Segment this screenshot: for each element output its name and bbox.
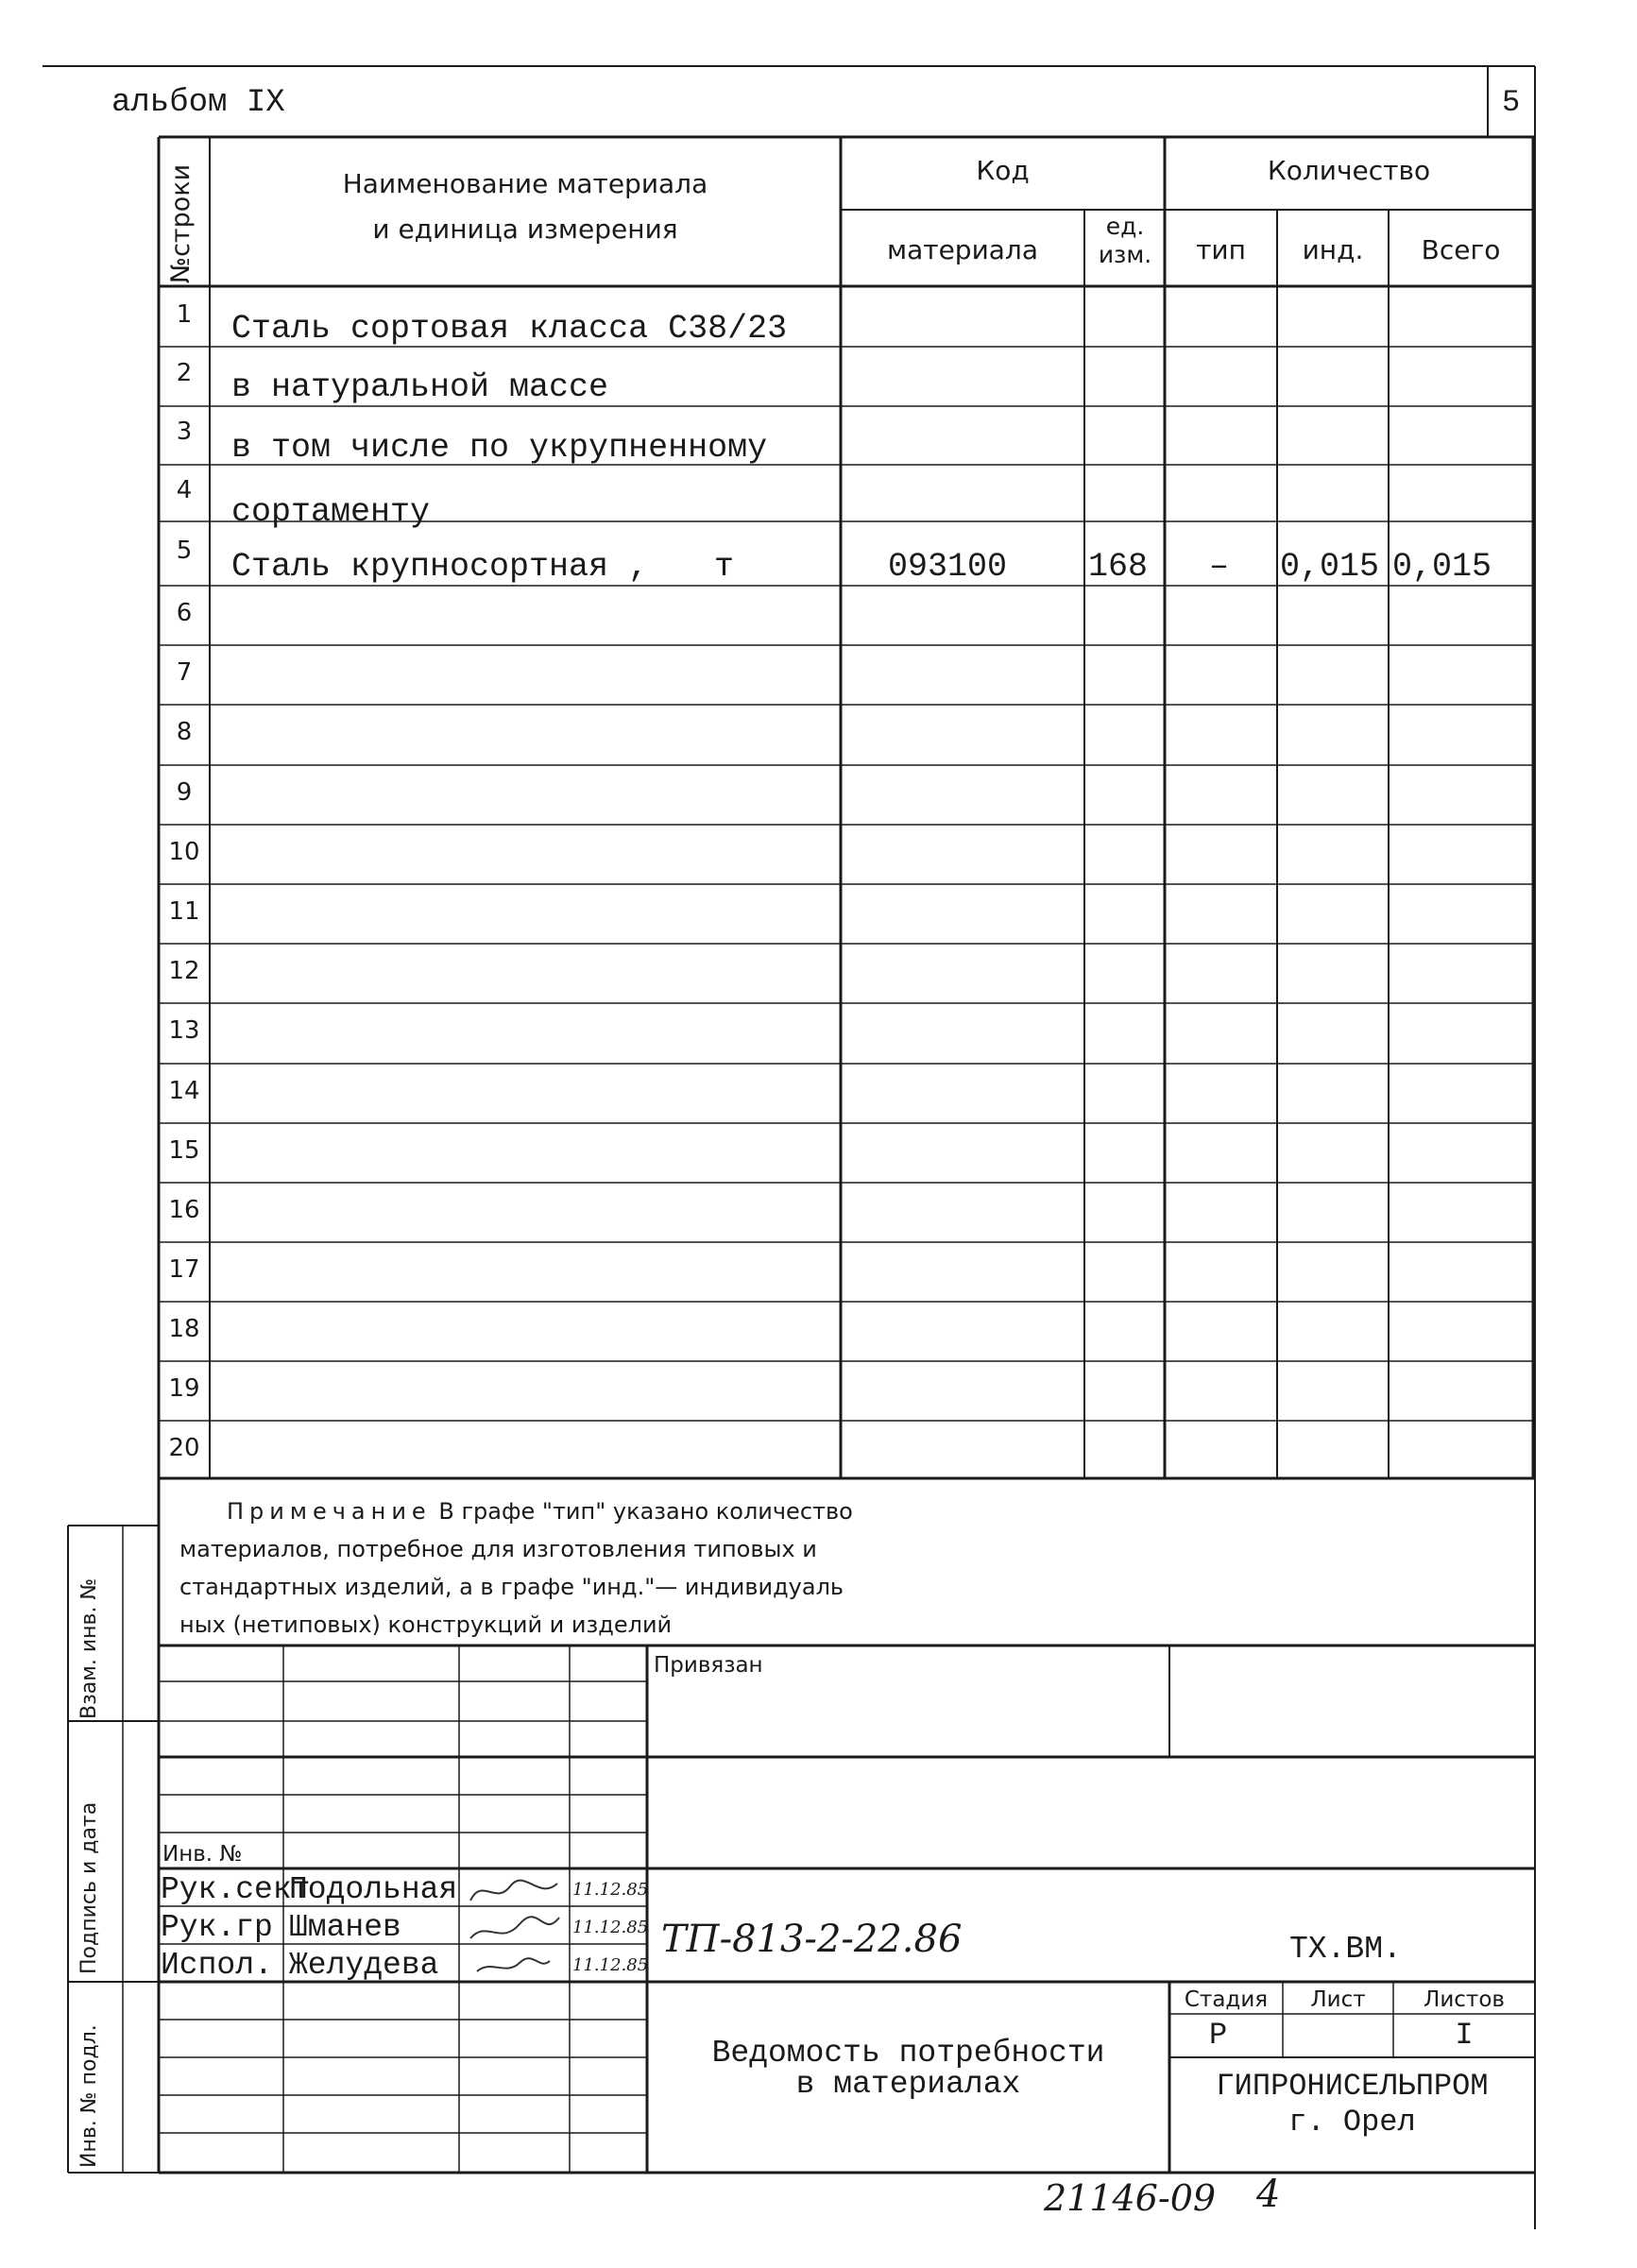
- row-number: 17: [168, 1255, 200, 1284]
- signature-date: 11.12.85: [572, 1918, 649, 1937]
- signature-name: Шманев: [289, 1910, 401, 1945]
- signature-role: Испол.: [161, 1948, 273, 1983]
- row-number: 8: [176, 718, 193, 746]
- replace-inv-label: Взам. инв. №: [77, 1577, 101, 1719]
- row-number: 19: [168, 1374, 200, 1403]
- material-name: Сталь крупносортная ,: [231, 548, 649, 586]
- bound-label: Привязан: [654, 1653, 763, 1678]
- sheet-label: Лист: [1310, 1987, 1366, 2012]
- code-group-header: Код: [976, 155, 1030, 186]
- signature-role: Рук.сект: [161, 1872, 311, 1907]
- row-number: 10: [168, 838, 200, 866]
- row-number: 18: [168, 1315, 200, 1343]
- signature-role: Рук.гр: [161, 1910, 273, 1945]
- row-number: 4: [176, 476, 193, 504]
- ind-header: инд.: [1302, 234, 1364, 265]
- row-number: 7: [176, 658, 193, 687]
- row-number: 5: [176, 537, 193, 565]
- archive-number: 21146-09: [1044, 2177, 1217, 2219]
- stage-label: Стадия: [1184, 1987, 1269, 2012]
- material-code-header: материала: [886, 234, 1038, 265]
- note-line4: ных (нетиповых) конструкций и изделий: [179, 1611, 673, 1638]
- row-number: 1: [176, 300, 193, 329]
- album-label: альбом IX: [111, 85, 285, 121]
- signature-date: 11.12.85: [572, 1880, 649, 1900]
- type-header: тип: [1196, 234, 1246, 265]
- note-line2: материалов, потребное для изготовления типовых и: [179, 1536, 817, 1562]
- sign-date-label: Подпись и дата: [77, 1801, 101, 1974]
- footer-sheet-number: 4: [1256, 2173, 1281, 2216]
- quantity-group-header: Количество: [1267, 155, 1431, 186]
- unit-code-cell: 168: [1088, 548, 1149, 586]
- stage-value: Р: [1209, 2018, 1228, 2053]
- material-name: в том числе по укрупненному: [231, 429, 768, 467]
- ind-cell: 0,015: [1280, 548, 1380, 586]
- inv-label: Инв. №: [162, 1842, 243, 1867]
- sheets-value: I: [1455, 2018, 1474, 2053]
- note-text: В графе "тип" указано количество: [438, 1498, 853, 1525]
- row-number: 3: [176, 418, 193, 446]
- organization-city: г. Орел: [1288, 2105, 1416, 2140]
- unit-suffix: т: [714, 548, 735, 586]
- inv-orig-label: Инв. № подл.: [77, 2024, 101, 2168]
- note-line1: [227, 1492, 853, 1530]
- signature-date: 11.12.85: [572, 1955, 649, 1975]
- document-code: ТП-813-2-22.86: [661, 1918, 963, 1961]
- row-number: 13: [168, 1016, 200, 1045]
- title-line1: Ведомость потребности: [711, 2036, 1105, 2071]
- note-title: Примечание: [227, 1498, 432, 1525]
- name-header-line2: и единица измерения: [372, 213, 678, 245]
- material-name: Сталь сортовая класса С38/23: [231, 310, 788, 348]
- row-number: 12: [168, 957, 200, 985]
- handwritten-signatures: [463, 1872, 567, 1982]
- sheets-label: Листов: [1424, 1987, 1505, 2012]
- row-number: 15: [168, 1136, 200, 1165]
- row-number: 9: [176, 778, 193, 807]
- type-cell: –: [1209, 548, 1230, 586]
- row-number-header: №строки: [166, 163, 196, 283]
- material-name: сортаменту: [231, 493, 431, 531]
- name-header-line1: Наименование материала: [342, 168, 708, 199]
- row-number: 16: [168, 1196, 200, 1224]
- page-number: 5: [1502, 85, 1521, 120]
- unit-code-header: ед. изм.: [1098, 213, 1152, 268]
- row-number: 20: [168, 1434, 200, 1462]
- title-line2: в материалах: [795, 2067, 1021, 2102]
- material-name: в натуральной массе: [231, 368, 609, 406]
- row-number: 14: [168, 1077, 200, 1105]
- total-header: Всего: [1421, 234, 1501, 265]
- note-line3: стандартных изделий, а в графе "инд."— индивидуаль: [179, 1574, 844, 1600]
- row-number: 11: [168, 897, 200, 926]
- total-cell: 0,015: [1392, 548, 1492, 586]
- document-mark: ТХ.ВМ.: [1289, 1932, 1402, 1967]
- organization-name: ГИПРОНИСЕЛЬПРОМ: [1216, 2069, 1489, 2104]
- signature-name: Подольная: [289, 1872, 458, 1907]
- material-code-cell: 093100: [888, 548, 1008, 586]
- row-number: 6: [176, 599, 193, 627]
- row-number: 2: [176, 359, 193, 387]
- signature-name: Желудева: [289, 1948, 439, 1983]
